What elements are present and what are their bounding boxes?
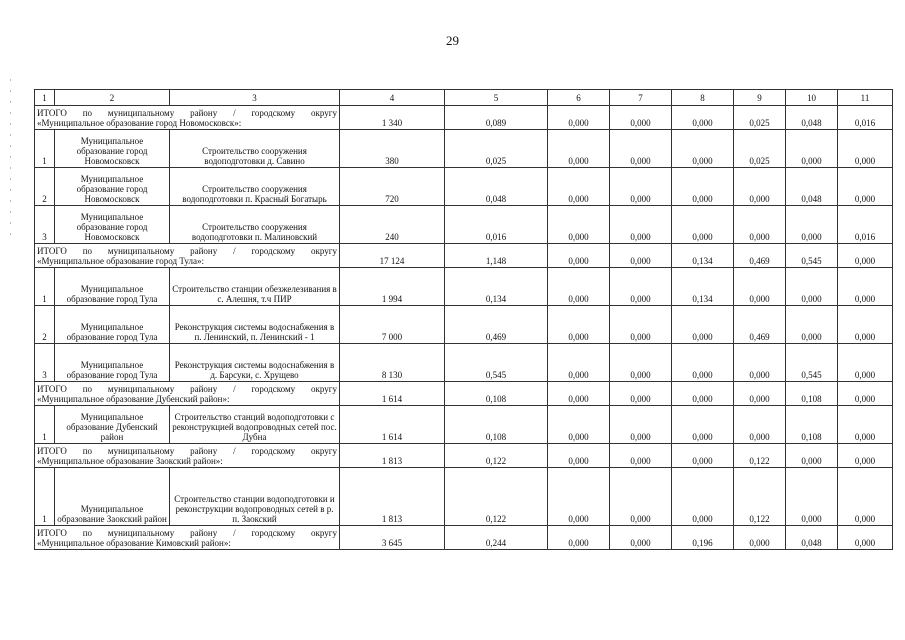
- row-number: 1: [35, 468, 55, 526]
- value-col-10: 0,048: [786, 526, 838, 550]
- value-col-11: 0,000: [838, 306, 893, 344]
- value-col-4: 720: [340, 168, 445, 206]
- value-col-6: 0,000: [548, 444, 610, 468]
- column-header-11: 11: [838, 90, 893, 106]
- row-number: 1: [35, 130, 55, 168]
- municipality-name: Муниципальное образование город Тула: [55, 306, 170, 344]
- row-number: 2: [35, 168, 55, 206]
- data-table: [34, 89, 893, 550]
- value-col-11: 0,000: [838, 468, 893, 526]
- header-row: [35, 90, 893, 106]
- table-row: [35, 206, 893, 244]
- value-col-5: 0,089: [445, 106, 548, 130]
- value-col-9: 0,469: [734, 306, 786, 344]
- value-col-6: 0,000: [548, 382, 610, 406]
- scan-margin-marks: [10, 70, 13, 370]
- value-col-7: 0,000: [610, 526, 672, 550]
- value-col-5: 0,122: [445, 468, 548, 526]
- table-row: [35, 406, 893, 444]
- table-row: [35, 344, 893, 382]
- total-label: ИТОГО по муниципальному району / городскому округу «Муниципальное образование город Новомосковск»:: [35, 106, 340, 130]
- total-row: [35, 244, 893, 268]
- municipality-name: Муниципальное образование город Новомосковск: [55, 130, 170, 168]
- value-col-11: 0,000: [838, 444, 893, 468]
- total-label: ИТОГО по муниципальному району / городскому округу «Муниципальное образование Кимовский район»:: [35, 526, 340, 550]
- value-col-7: 0,000: [610, 344, 672, 382]
- total-label: ИТОГО по муниципальному району / городскому округу «Муниципальное образование город Тула»:: [35, 244, 340, 268]
- municipality-name: Муниципальное образование город Тула: [55, 268, 170, 306]
- total-label: ИТОГО по муниципальному району / городскому округу «Муниципальное образование Заокский район»:: [35, 444, 340, 468]
- value-col-9: 0,469: [734, 244, 786, 268]
- value-col-10: 0,000: [786, 444, 838, 468]
- row-number: 1: [35, 406, 55, 444]
- value-col-8: 0,000: [672, 406, 734, 444]
- value-col-7: 0,000: [610, 268, 672, 306]
- value-col-8: 0,000: [672, 306, 734, 344]
- value-col-5: 0,244: [445, 526, 548, 550]
- value-col-5: 0,108: [445, 382, 548, 406]
- value-col-5: 0,016: [445, 206, 548, 244]
- value-col-10: 0,545: [786, 244, 838, 268]
- column-header-3: 3: [170, 90, 340, 106]
- value-col-10: 0,000: [786, 130, 838, 168]
- municipality-name: Муниципальное образование город Новомосковск: [55, 168, 170, 206]
- value-col-11: 0,000: [838, 268, 893, 306]
- value-col-6: 0,000: [548, 168, 610, 206]
- object-name: Строительство сооружения водоподготовки п. Красный Богатырь: [170, 168, 340, 206]
- total-row: [35, 526, 893, 550]
- value-col-10: 0,048: [786, 168, 838, 206]
- column-header-7: 7: [610, 90, 672, 106]
- value-col-9: 0,000: [734, 382, 786, 406]
- value-col-9: 0,122: [734, 444, 786, 468]
- value-col-11: 0,000: [838, 244, 893, 268]
- value-col-9: 0,000: [734, 406, 786, 444]
- value-col-10: 0,108: [786, 406, 838, 444]
- value-col-5: 0,134: [445, 268, 548, 306]
- value-col-8: 0,000: [672, 382, 734, 406]
- row-number: 3: [35, 344, 55, 382]
- value-col-10: 0,108: [786, 382, 838, 406]
- value-col-4: 17 124: [340, 244, 445, 268]
- value-col-6: 0,000: [548, 306, 610, 344]
- value-col-5: 0,025: [445, 130, 548, 168]
- value-col-4: 1 340: [340, 106, 445, 130]
- page-number: 29: [446, 33, 459, 48]
- column-header-8: 8: [672, 90, 734, 106]
- value-col-11: 0,000: [838, 344, 893, 382]
- column-header-10: 10: [786, 90, 838, 106]
- value-col-6: 0,000: [548, 268, 610, 306]
- municipality-name: Муниципальное образование Дубенский район: [55, 406, 170, 444]
- value-col-6: 0,000: [548, 468, 610, 526]
- value-col-11: 0,000: [838, 406, 893, 444]
- value-col-11: 0,016: [838, 106, 893, 130]
- total-row: [35, 382, 893, 406]
- row-number: 1: [35, 268, 55, 306]
- value-col-9: 0,000: [734, 168, 786, 206]
- value-col-9: 0,000: [734, 268, 786, 306]
- value-col-9: 0,025: [734, 130, 786, 168]
- value-col-5: 0,108: [445, 406, 548, 444]
- table-row: [35, 268, 893, 306]
- value-col-5: 0,048: [445, 168, 548, 206]
- value-col-5: 1,148: [445, 244, 548, 268]
- value-col-7: 0,000: [610, 444, 672, 468]
- column-header-6: 6: [548, 90, 610, 106]
- row-number: 3: [35, 206, 55, 244]
- column-header-4: 4: [340, 90, 445, 106]
- value-col-9: 0,000: [734, 526, 786, 550]
- value-col-6: 0,000: [548, 206, 610, 244]
- value-col-8: 0,000: [672, 206, 734, 244]
- value-col-9: 0,122: [734, 468, 786, 526]
- object-name: Строительство станции обезжелезивания в с. Алешня, т.ч ПИР: [170, 268, 340, 306]
- value-col-4: 3 645: [340, 526, 445, 550]
- value-col-7: 0,000: [610, 468, 672, 526]
- value-col-5: 0,469: [445, 306, 548, 344]
- value-col-8: 0,000: [672, 444, 734, 468]
- value-col-4: 1 813: [340, 444, 445, 468]
- value-col-7: 0,000: [610, 382, 672, 406]
- object-name: Строительство сооружения водоподготовки п. Малиновский: [170, 206, 340, 244]
- value-col-10: 0,000: [786, 468, 838, 526]
- value-col-8: 0,196: [672, 526, 734, 550]
- value-col-10: 0,545: [786, 344, 838, 382]
- value-col-8: 0,000: [672, 106, 734, 130]
- value-col-11: 0,000: [838, 130, 893, 168]
- total-row: [35, 106, 893, 130]
- value-col-4: 240: [340, 206, 445, 244]
- value-col-11: 0,000: [838, 382, 893, 406]
- value-col-4: 8 130: [340, 344, 445, 382]
- row-number: 2: [35, 306, 55, 344]
- value-col-6: 0,000: [548, 244, 610, 268]
- column-header-1: 1: [35, 90, 55, 106]
- object-name: Реконструкция системы водоснабжения в д. Барсуки, с. Хрущево: [170, 344, 340, 382]
- value-col-10: 0,000: [786, 268, 838, 306]
- value-col-11: 0,000: [838, 526, 893, 550]
- value-col-10: 0,000: [786, 206, 838, 244]
- municipality-name: Муниципальное образование Заокский район: [55, 468, 170, 526]
- value-col-11: 0,000: [838, 168, 893, 206]
- column-header-2: 2: [55, 90, 170, 106]
- value-col-5: 0,122: [445, 444, 548, 468]
- object-name: Строительство станций водоподготовки с реконструкцией водопроводных сетей пос. Дубна: [170, 406, 340, 444]
- value-col-4: 1 813: [340, 468, 445, 526]
- value-col-8: 0,000: [672, 168, 734, 206]
- value-col-6: 0,000: [548, 130, 610, 168]
- value-col-7: 0,000: [610, 168, 672, 206]
- value-col-4: 1 614: [340, 382, 445, 406]
- value-col-7: 0,000: [610, 130, 672, 168]
- total-label: ИТОГО по муниципальному району / городскому округу «Муниципальное образование Дубенский район»:: [35, 382, 340, 406]
- value-col-6: 0,000: [548, 526, 610, 550]
- value-col-7: 0,000: [610, 206, 672, 244]
- municipality-name: Муниципальное образование город Тула: [55, 344, 170, 382]
- column-header-5: 5: [445, 90, 548, 106]
- value-col-8: 0,134: [672, 268, 734, 306]
- value-col-5: 0,545: [445, 344, 548, 382]
- value-col-8: 0,000: [672, 468, 734, 526]
- value-col-4: 1 994: [340, 268, 445, 306]
- value-col-4: 1 614: [340, 406, 445, 444]
- value-col-6: 0,000: [548, 406, 610, 444]
- value-col-8: 0,000: [672, 130, 734, 168]
- value-col-4: 380: [340, 130, 445, 168]
- table-row: [35, 130, 893, 168]
- value-col-8: 0,134: [672, 244, 734, 268]
- value-col-11: 0,016: [838, 206, 893, 244]
- value-col-10: 0,000: [786, 306, 838, 344]
- value-col-6: 0,000: [548, 106, 610, 130]
- value-col-7: 0,000: [610, 244, 672, 268]
- value-col-6: 0,000: [548, 344, 610, 382]
- object-name: Строительство сооружения водоподготовки д. Савино: [170, 130, 340, 168]
- municipality-name: Муниципальное образование город Новомосковск: [55, 206, 170, 244]
- table-row: [35, 306, 893, 344]
- value-col-7: 0,000: [610, 406, 672, 444]
- object-name: Строительство станции водоподготовки и реконструкции водопроводных сетей в р. п. Заокский: [170, 468, 340, 526]
- value-col-9: 0,025: [734, 106, 786, 130]
- table-row: [35, 168, 893, 206]
- total-row: [35, 444, 893, 468]
- value-col-10: 0,048: [786, 106, 838, 130]
- value-col-7: 0,000: [610, 306, 672, 344]
- table-row: [35, 468, 893, 526]
- object-name: Реконструкция системы водоснабжения в п. Ленинский, п. Ленинский - 1: [170, 306, 340, 344]
- value-col-9: 0,000: [734, 206, 786, 244]
- value-col-4: 7 000: [340, 306, 445, 344]
- column-header-9: 9: [734, 90, 786, 106]
- value-col-8: 0,000: [672, 344, 734, 382]
- value-col-9: 0,000: [734, 344, 786, 382]
- value-col-7: 0,000: [610, 106, 672, 130]
